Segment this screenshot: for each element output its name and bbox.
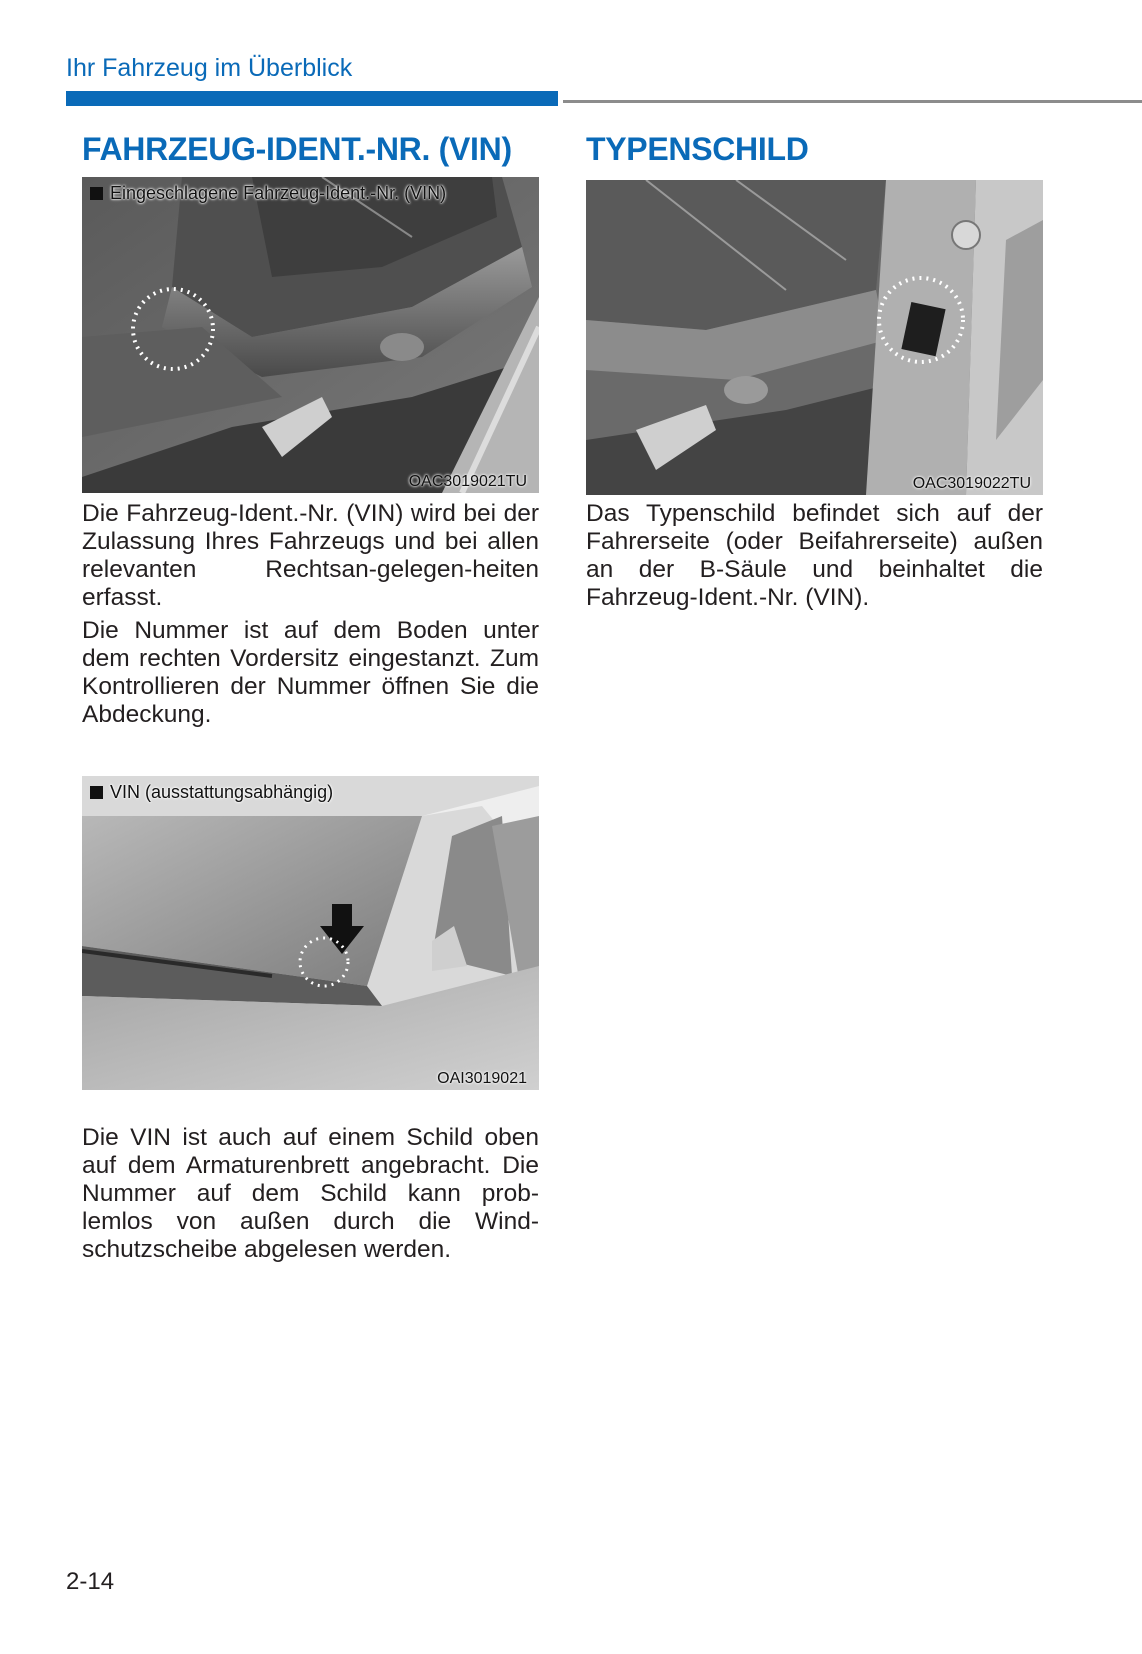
windshield-illustration bbox=[82, 776, 539, 1090]
typenschild-paragraph: Das Typenschild befindet sich auf der Fahrerseite (oder Beifahrerseite) außen an der B-Säule und beinhaltet die Fahrzeug-Ident.-Nr. (VIN). bbox=[586, 500, 1043, 611]
bullet-square-icon bbox=[90, 786, 103, 799]
vin-paragraph-3: Die VIN ist auch auf einem Schild oben auf dem Armaturenbrett angebracht. Die Nummer auf dem Schild kann prob-lemlos von außen durch die Wind-schutzscheibe abgelesen werden. bbox=[82, 1124, 539, 1263]
section-title: Ihr Fahrzeug im Überblick bbox=[66, 54, 353, 82]
vin-windshield-figure bbox=[82, 776, 539, 1090]
vin-paragraph-2: Die Nummer ist auf dem Boden unter dem rechten Vordersitz eingestanzt. Zum Kontrollieren der Nummer öffnen Sie die Abdeckung. bbox=[82, 617, 539, 728]
figure-caption-text: Eingeschlagene Fahrzeug-Ident.-Nr. (VIN) bbox=[110, 183, 447, 203]
figure-caption-text: VIN (ausstattungsabhängig) bbox=[110, 782, 334, 802]
figure-caption bbox=[90, 183, 446, 204]
typenschild-heading: TYPENSCHILD bbox=[586, 131, 809, 167]
vin-heading: FAHRZEUG-IDENT.-NR. (VIN) bbox=[82, 131, 512, 167]
header-accent-bar bbox=[66, 91, 558, 106]
typenschild-figure bbox=[586, 180, 1043, 495]
header-divider bbox=[563, 100, 1142, 103]
bullet-square-icon bbox=[90, 187, 103, 200]
b-pillar-illustration bbox=[586, 180, 1043, 495]
figure-code: OAC3019021TU bbox=[408, 473, 527, 490]
figure-caption bbox=[90, 782, 333, 803]
page-number: 2-14 bbox=[66, 1568, 115, 1595]
figure-code: OAC3019022TU bbox=[912, 475, 1031, 492]
vin-seat-figure bbox=[82, 177, 539, 493]
seat-illustration bbox=[82, 177, 539, 493]
vin-paragraph-1: Die Fahrzeug-Ident.-Nr. (VIN) wird bei der Zulassung Ihres Fahrzeugs und bei allen relevanten Rechtsan-gelegen-heiten erfasst. bbox=[82, 500, 539, 611]
figure-code: OAI3019021 bbox=[437, 1070, 527, 1087]
